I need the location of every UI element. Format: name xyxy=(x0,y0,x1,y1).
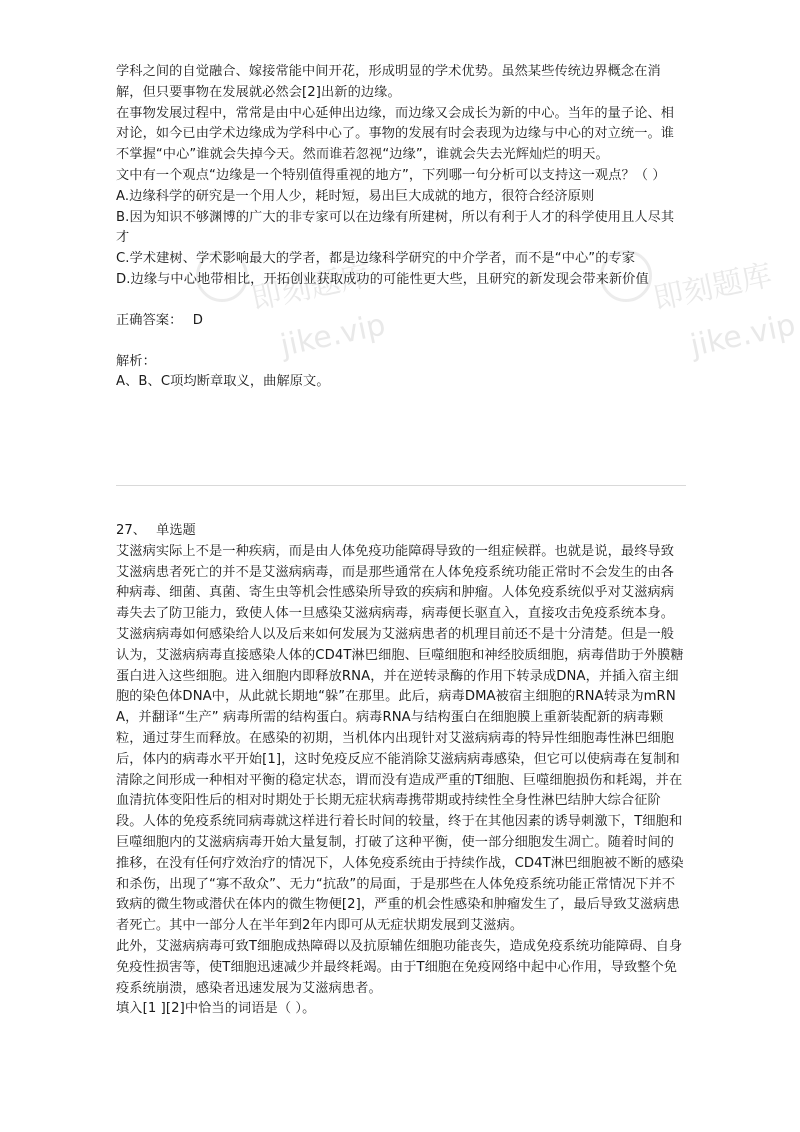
analysis-label: 解析： xyxy=(116,353,156,369)
question-stem: 填入[1 ][2]中恰当的词语是（ ）。 xyxy=(116,1001,316,1017)
watermark-url: jike.vip xyxy=(277,307,389,364)
watermark-url: jike.vip xyxy=(687,307,799,364)
watermark-text: 即刻题库 xyxy=(248,257,374,318)
question-number: 27、 xyxy=(116,523,146,538)
analysis-text: A、B、C项均断章取义，曲解原文。 xyxy=(116,374,330,390)
answer-value: D xyxy=(192,312,203,328)
passage-paragraph: 艾滋病病毒如何感染给人以及后来如何发展为艾滋病患者的机理目前还不是十分清楚。但是一般认为，艾滋病病毒直接感染人体的CD4T淋巴细胞、巨噬细胞和神经胶质细胞，病毒借助于外膜糖蛋白进入这些细胞。进入细胞内即释放RNA，并在逆转录酶的作用下转录成DNA，并插入宿主细胞的染色体DNA中，从此就长期地“躲”在那里。此后，病毒DMA被宿主细胞的RNA转录为mRNA，并翻译“生产” 病毒所需的结构蛋白。病毒RNA与结构蛋白在细胞膜上重新装配新的病毒颗粒，通过芽生而释放。在感染的初期，当机体内出现针对艾滋病病毒的特异性细胞毒性淋巴细胞后，体内的病毒水平开始[1]，这时免疫反应不能消除艾滋病病毒感染，但它可以使病毒在复制和清除之间形成一种相对平衡的稳定状态，谓而没有造成严重的T细胞、巨噬细胞损伤和耗竭，并在血清抗体变阳性后的相对时期处于长期无症状病毒携带期或持续性全身性淋巴结肿大综合征阶段。人体的免疫系统同病毒就这样进行着长时间的较量，终于在其他因素的诱导刺激下，T细胞和巨噬细胞内的艾滋病病毒开始大量复制，打破了这种平衡，使一部分细胞发生凋亡。随着时间的推移，在没有任何疗效治疗的情况下，人体免疫系统由于持续作战，CD4T淋巴细胞被不断的感染和杀伤，出现了“寡不敌众”、无力“抗敌”的局面，于是那些在人体免疫系统功能正常情况下并不致病的微生物或潜伏在体内的微生物便[2]，严重的机会性感染和肿瘤发生了，最后导致艾滋病患者死亡。其中一部分人在半年到2年内即可从无症状期发展到艾滋病。 xyxy=(116,626,684,934)
question-type: 单选题 xyxy=(156,523,196,538)
option-a: A.边缘科学的研究是一个用人少，耗时短，易出巨大成就的地方，很符合经济原则 xyxy=(116,188,595,204)
passage-paragraph: 此外，艾滋病病毒可致T细胞成热障碍以及抗原辅佐细胞功能丧失，造成免疫系统功能障碍、自身免疫性损害等，使T细胞迅速减少并最终耗竭。由于T细胞在免疫网络中起中心作用，导致整个免疫系统崩溃，感染者迅速发展为艾滋病患者。 xyxy=(116,938,683,996)
option-d: D.边缘与中心地带相比，开拓创业获取成功的可能性更大些，且研究的新发现会带来新价值 xyxy=(116,271,649,287)
option-b: B.因为知识不够渊博的广大的非专家可以在边缘有所建树，所以有利于人才的科学使用且人尽其才 xyxy=(116,209,675,246)
previous-question xyxy=(116,62,686,393)
answer-line xyxy=(116,311,686,332)
question-header xyxy=(116,521,686,542)
question-stem: 文中有一个观点“边缘是一个特别值得重视的地方”，下列哪一句分析可以支持这一观点？（ ） xyxy=(116,167,666,183)
option-c: C.学术建树、学术影响最大的学者，都是边缘科学研究的中介学者，而不是“中心”的专家 xyxy=(116,251,636,267)
passage-paragraph: 艾滋病实际上不是一种疾病，而是由人体免疫功能障碍导致的一组症候群。也就是说，最终导致艾滋病患者死亡的并不是艾滋病病毒，而是那些通常在人体免疫系统功能正常时不会发生的由各种病毒、细菌、真菌、寄生虫等机会性感染所导致的疾病和肿瘤。人体免疫系统似乎对艾滋病病毒失去了防卫能力，致使人体一旦感染艾滋病病毒，病毒便长驱直入，直接攻击免疫系统本身。 xyxy=(116,543,675,622)
passage-paragraph: 学科之间的自觉融合、嫁接常能中间开花，形成明显的学术优势。虽然某些传统边界概念在消解，但只要事物在发展就必然会[2]出新的边缘。 xyxy=(116,64,661,100)
answer-label: 正确答案： xyxy=(116,312,183,328)
question-27 xyxy=(116,521,686,1020)
section-divider xyxy=(116,485,686,486)
watermark-text: 即刻题库 xyxy=(650,257,776,318)
passage-paragraph: 在事物发展过程中，常常是由中心延伸出边缘，而边缘又会成长为新的中心。当年的量子论、相对论，如今已由学术边缘成为学科中心了。事物的发展有时会表现为边缘与中心的对立统一。谁不掌握“中心”谁就会失掉今天。然而谁若忽视“边缘”，谁就会失去光辉灿烂的明天。 xyxy=(116,105,675,163)
